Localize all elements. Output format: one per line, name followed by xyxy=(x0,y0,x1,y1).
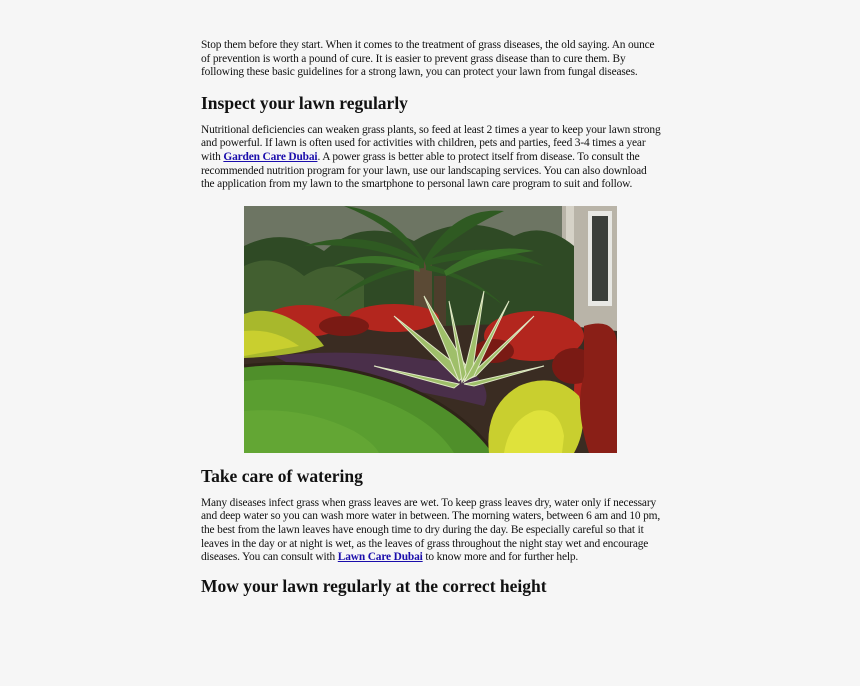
lawn-care-dubai-link[interactable]: Lawn Care Dubai xyxy=(337,551,423,564)
section2-paragraph xyxy=(201,497,661,565)
garden-care-dubai-link[interactable]: Garden Care Dubai xyxy=(223,150,318,163)
heading-inspect-lawn: Inspect your lawn regularly xyxy=(201,92,408,113)
heading-take-care-watering: Take care of watering xyxy=(201,465,363,486)
document-page xyxy=(201,39,661,597)
section1-text-after-link: . A power grass is better able to protect itself from disease. To consult the recommended nutrition program for your lawn, use our landscaping services. You can also download the application from my lawn to the smartphone to personal lawn care program to suit and follow. xyxy=(201,150,647,191)
section2-text-before-link: Many diseases infect grass when grass leaves are wet. To keep grass leaves dry, water only if necessary and deep water so you can wash more water in between. The morning waters, between 6 am and 10 pm, the best from the lawn leaves have enough time to dry during the day. Be especially careful so that it leaves in the day or at night is wet, as the leaves of grass throughout the night stay wet and encourage diseases. You can consult with xyxy=(201,496,661,564)
section1-text-before-link: Nutritional deficiencies can weaken grass plants, so feed at least 2 times a year to keep your lawn strong and powerful. If lawn is often used for activities with children, pets and parties, feed 3-4 times a year with xyxy=(201,123,661,163)
heading-mow-lawn: Mow your lawn regularly at the correct height xyxy=(201,575,547,596)
garden-bed-photo xyxy=(244,206,617,453)
section2-text-after-link: to know more and for further help. xyxy=(422,551,579,564)
intro-paragraph: Stop them before they start. When it comes to the treatment of grass diseases, the old saying. An ounce of prevention is worth a pound of cure. It is easier to prevent grass disease than to cure them. By following these basic guidelines for a strong lawn, you can protect your lawn from fungal diseases. xyxy=(201,39,655,79)
section1-paragraph xyxy=(201,124,661,192)
